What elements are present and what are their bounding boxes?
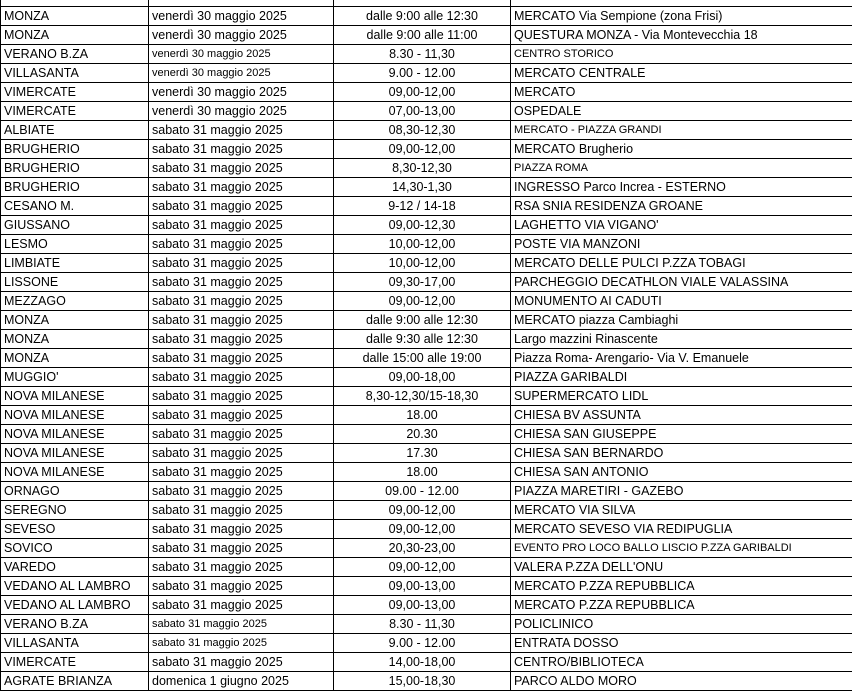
date-cell: sabato 31 maggio 2025 xyxy=(149,653,334,672)
time-cell: 8.30 - 11,30 xyxy=(334,45,511,64)
city-cell: MONZA xyxy=(1,26,149,45)
table-row xyxy=(1,444,852,463)
date-cell: sabato 31 maggio 2025 xyxy=(149,178,334,197)
location-cell: MERCATO Via Sempione (zona Frisi) xyxy=(511,7,852,26)
date-cell: sabato 31 maggio 2025 xyxy=(149,387,334,406)
location-cell: POSTE VIA MANZONI xyxy=(511,235,852,254)
city-cell: VIMERCATE xyxy=(1,653,149,672)
date-cell: sabato 31 maggio 2025 xyxy=(149,311,334,330)
location-cell: PIAZZA MARETIRI - GAZEBO xyxy=(511,482,852,501)
location-cell: MERCATO Brugherio xyxy=(511,140,852,159)
city-cell: NOVA MILANESE xyxy=(1,425,149,444)
time-cell: 9-12 / 14-18 xyxy=(334,197,511,216)
table-row xyxy=(1,7,852,26)
location-cell: MERCATO xyxy=(511,83,852,102)
time-cell: 09.00 - 12.00 xyxy=(334,482,511,501)
table-row xyxy=(1,83,852,102)
location-cell: CHIESA SAN GIUSEPPE xyxy=(511,425,852,444)
date-cell: sabato 31 maggio 2025 xyxy=(149,482,334,501)
date-cell: sabato 31 maggio 2025 xyxy=(149,577,334,596)
time-cell: 09,00-12,00 xyxy=(334,140,511,159)
table-row xyxy=(1,520,852,539)
time-cell: 9.00 - 12.00 xyxy=(334,64,511,83)
location-cell: CENTRO/BIBLIOTECA xyxy=(511,653,852,672)
location-cell: MONUMENTO AI CADUTI xyxy=(511,292,852,311)
location-cell: OSPEDALE xyxy=(511,102,852,121)
table-row xyxy=(1,197,852,216)
city-cell: GIUSSANO xyxy=(1,216,149,235)
date-cell: venerdì 30 maggio 2025 xyxy=(149,7,334,26)
date-cell: sabato 31 maggio 2025 xyxy=(149,539,334,558)
location-cell: PIAZZA GARIBALDI xyxy=(511,368,852,387)
date-cell: sabato 31 maggio 2025 xyxy=(149,121,334,140)
city-cell: MONZA xyxy=(1,330,149,349)
location-cell: ENTRATA DOSSO xyxy=(511,634,852,653)
date-cell: sabato 31 maggio 2025 xyxy=(149,254,334,273)
location-cell: RSA SNIA RESIDENZA GROANE xyxy=(511,197,852,216)
time-cell: 20,30-23,00 xyxy=(334,539,511,558)
table-row xyxy=(1,254,852,273)
location-cell: EVENTO PRO LOCO BALLO LISCIO P.ZZA GARIBALDI xyxy=(511,539,852,558)
table-row xyxy=(1,615,852,634)
date-cell: sabato 31 maggio 2025 xyxy=(149,235,334,254)
table-row xyxy=(1,653,852,672)
date-cell: sabato 31 maggio 2025 xyxy=(149,596,334,615)
table-row xyxy=(1,159,852,178)
location-cell: MERCATO - PIAZZA GRANDI xyxy=(511,121,852,140)
table-row xyxy=(1,501,852,520)
date-cell: sabato 31 maggio 2025 xyxy=(149,463,334,482)
city-cell: CESANO M. xyxy=(1,197,149,216)
city-cell: LISSONE xyxy=(1,273,149,292)
table-row xyxy=(1,425,852,444)
time-cell: dalle 9:00 alle 11:00 xyxy=(334,26,511,45)
location-cell: MERCATO P.ZZA REPUBBLICA xyxy=(511,577,852,596)
city-cell: ORNAGO xyxy=(1,482,149,501)
city-cell: BRUGHERIO xyxy=(1,159,149,178)
time-cell: dalle 9:00 alle 12:30 xyxy=(334,7,511,26)
time-cell: 9.00 - 12.00 xyxy=(334,634,511,653)
time-cell: 09,00-18,00 xyxy=(334,368,511,387)
city-cell: SEVESO xyxy=(1,520,149,539)
location-cell: CHIESA SAN BERNARDO xyxy=(511,444,852,463)
city-cell: MEZZAGO xyxy=(1,292,149,311)
table-row xyxy=(1,349,852,368)
date-cell: sabato 31 maggio 2025 xyxy=(149,330,334,349)
city-cell: MONZA xyxy=(1,7,149,26)
city-cell: AGRATE BRIANZA xyxy=(1,672,149,691)
table-row xyxy=(1,330,852,349)
table-row xyxy=(1,121,852,140)
time-cell: 08,30-12,30 xyxy=(334,121,511,140)
location-cell: MERCATO SEVESO VIA REDIPUGLIA xyxy=(511,520,852,539)
time-cell: 15,00-18,30 xyxy=(334,672,511,691)
table-row xyxy=(1,387,852,406)
time-cell: 20.30 xyxy=(334,425,511,444)
schedule-table-body xyxy=(1,0,852,691)
city-cell: VIMERCATE xyxy=(1,102,149,121)
time-cell: 09,00-13,00 xyxy=(334,577,511,596)
date-cell: venerdì 30 maggio 2025 xyxy=(149,26,334,45)
date-cell: sabato 31 maggio 2025 xyxy=(149,349,334,368)
city-cell: ALBIATE xyxy=(1,121,149,140)
location-cell: MERCATO piazza Cambiaghi xyxy=(511,311,852,330)
city-cell: LESMO xyxy=(1,235,149,254)
city-cell: BRUGHERIO xyxy=(1,140,149,159)
time-cell: 14,00-18,00 xyxy=(334,653,511,672)
date-cell: sabato 31 maggio 2025 xyxy=(149,520,334,539)
location-cell: SUPERMERCATO LIDL xyxy=(511,387,852,406)
location-cell: PARCO ALDO MORO xyxy=(511,672,852,691)
table-row xyxy=(1,672,852,691)
city-cell: VEDANO AL LAMBRO xyxy=(1,577,149,596)
table-row xyxy=(1,482,852,501)
location-cell: CHIESA BV ASSUNTA xyxy=(511,406,852,425)
location-cell: MERCATO VIA SILVA xyxy=(511,501,852,520)
table-row xyxy=(1,596,852,615)
table-row xyxy=(1,463,852,482)
time-cell: 09,00-12,00 xyxy=(334,292,511,311)
city-cell: LIMBIATE xyxy=(1,254,149,273)
location-cell: QUESTURA MONZA - Via Montevecchia 18 xyxy=(511,26,852,45)
city-cell: NOVA MILANESE xyxy=(1,463,149,482)
time-cell: 8,30-12,30/15-18,30 xyxy=(334,387,511,406)
location-cell: PARCHEGGIO DECATHLON VIALE VALASSINA xyxy=(511,273,852,292)
city-cell: VILLASANTA xyxy=(1,64,149,83)
date-cell: sabato 31 maggio 2025 xyxy=(149,615,334,634)
table-row xyxy=(1,273,852,292)
table-row xyxy=(1,558,852,577)
city-cell: SOVICO xyxy=(1,539,149,558)
date-cell: sabato 31 maggio 2025 xyxy=(149,216,334,235)
date-cell: sabato 31 maggio 2025 xyxy=(149,292,334,311)
time-cell: 09,00-12,00 xyxy=(334,520,511,539)
time-cell: 17.30 xyxy=(334,444,511,463)
date-cell: sabato 31 maggio 2025 xyxy=(149,159,334,178)
location-cell: VALERA P.ZZA DELL'ONU xyxy=(511,558,852,577)
location-cell: CHIESA SAN ANTONIO xyxy=(511,463,852,482)
table-row xyxy=(1,140,852,159)
table-row xyxy=(1,235,852,254)
date-cell: sabato 31 maggio 2025 xyxy=(149,140,334,159)
time-cell: 09,00-12,00 xyxy=(334,83,511,102)
table-row xyxy=(1,311,852,330)
date-cell: sabato 31 maggio 2025 xyxy=(149,368,334,387)
location-cell: POLICLINICO xyxy=(511,615,852,634)
city-cell: NOVA MILANESE xyxy=(1,387,149,406)
city-cell: VEDANO AL LAMBRO xyxy=(1,596,149,615)
city-cell: MONZA xyxy=(1,311,149,330)
table-row xyxy=(1,216,852,235)
date-cell: sabato 31 maggio 2025 xyxy=(149,444,334,463)
location-cell: PIAZZA ROMA xyxy=(511,159,852,178)
city-cell: NOVA MILANESE xyxy=(1,406,149,425)
location-cell: Largo mazzini Rinascente xyxy=(511,330,852,349)
city-cell: VERANO B.ZA xyxy=(1,615,149,634)
location-cell: INGRESSO Parco Increa - ESTERNO xyxy=(511,178,852,197)
location-cell: MERCATO P.ZZA REPUBBLICA xyxy=(511,596,852,615)
city-cell: MUGGIO' xyxy=(1,368,149,387)
time-cell: 09,00-12,00 xyxy=(334,558,511,577)
table-row xyxy=(1,64,852,83)
city-cell: SEREGNO xyxy=(1,501,149,520)
location-cell: MERCATO CENTRALE xyxy=(511,64,852,83)
city-cell: VILLASANTA xyxy=(1,634,149,653)
date-cell: sabato 31 maggio 2025 xyxy=(149,558,334,577)
time-cell: 10,00-12,00 xyxy=(334,235,511,254)
city-cell: NOVA MILANESE xyxy=(1,444,149,463)
time-cell: 14,30-1,30 xyxy=(334,178,511,197)
table-row xyxy=(1,634,852,653)
date-cell: domenica 1 giugno 2025 xyxy=(149,672,334,691)
table-row xyxy=(1,368,852,387)
time-cell: 8,30-12,30 xyxy=(334,159,511,178)
table-row xyxy=(1,577,852,596)
time-cell: 09,00-12,30 xyxy=(334,216,511,235)
date-cell: venerdì 30 maggio 2025 xyxy=(149,83,334,102)
date-cell: sabato 31 maggio 2025 xyxy=(149,634,334,653)
time-cell: dalle 9:00 alle 12:30 xyxy=(334,311,511,330)
city-cell: MONZA xyxy=(1,349,149,368)
time-cell: 09,00-12,00 xyxy=(334,501,511,520)
location-cell: MERCATO DELLE PULCI P.ZZA TOBAGI xyxy=(511,254,852,273)
table-row xyxy=(1,406,852,425)
city-cell: VIMERCATE xyxy=(1,83,149,102)
time-cell: 18.00 xyxy=(334,463,511,482)
date-cell: venerdì 30 maggio 2025 xyxy=(149,102,334,121)
location-cell: Piazza Roma- Arengario- Via V. Emanuele xyxy=(511,349,852,368)
city-cell: VAREDO xyxy=(1,558,149,577)
location-cell: LAGHETTO VIA VIGANO' xyxy=(511,216,852,235)
time-cell: dalle 9:30 alle 12:30 xyxy=(334,330,511,349)
time-cell: 18.00 xyxy=(334,406,511,425)
table-row xyxy=(1,45,852,64)
date-cell: sabato 31 maggio 2025 xyxy=(149,425,334,444)
table-row xyxy=(1,178,852,197)
table-row xyxy=(1,292,852,311)
date-cell: venerdì 30 maggio 2025 xyxy=(149,64,334,83)
date-cell: sabato 31 maggio 2025 xyxy=(149,273,334,292)
time-cell: dalle 15:00 alle 19:00 xyxy=(334,349,511,368)
time-cell: 07,00-13,00 xyxy=(334,102,511,121)
time-cell: 10,00-12,00 xyxy=(334,254,511,273)
time-cell: 09,00-13,00 xyxy=(334,596,511,615)
time-cell: 8.30 - 11,30 xyxy=(334,615,511,634)
date-cell: sabato 31 maggio 2025 xyxy=(149,406,334,425)
city-cell: BRUGHERIO xyxy=(1,178,149,197)
table-row xyxy=(1,102,852,121)
location-cell: CENTRO STORICO xyxy=(511,45,852,64)
table-row xyxy=(1,26,852,45)
date-cell: sabato 31 maggio 2025 xyxy=(149,501,334,520)
date-cell: sabato 31 maggio 2025 xyxy=(149,197,334,216)
city-cell: VERANO B.ZA xyxy=(1,45,149,64)
table-row xyxy=(1,539,852,558)
date-cell: venerdì 30 maggio 2025 xyxy=(149,45,334,64)
time-cell: 09,30-17,00 xyxy=(334,273,511,292)
